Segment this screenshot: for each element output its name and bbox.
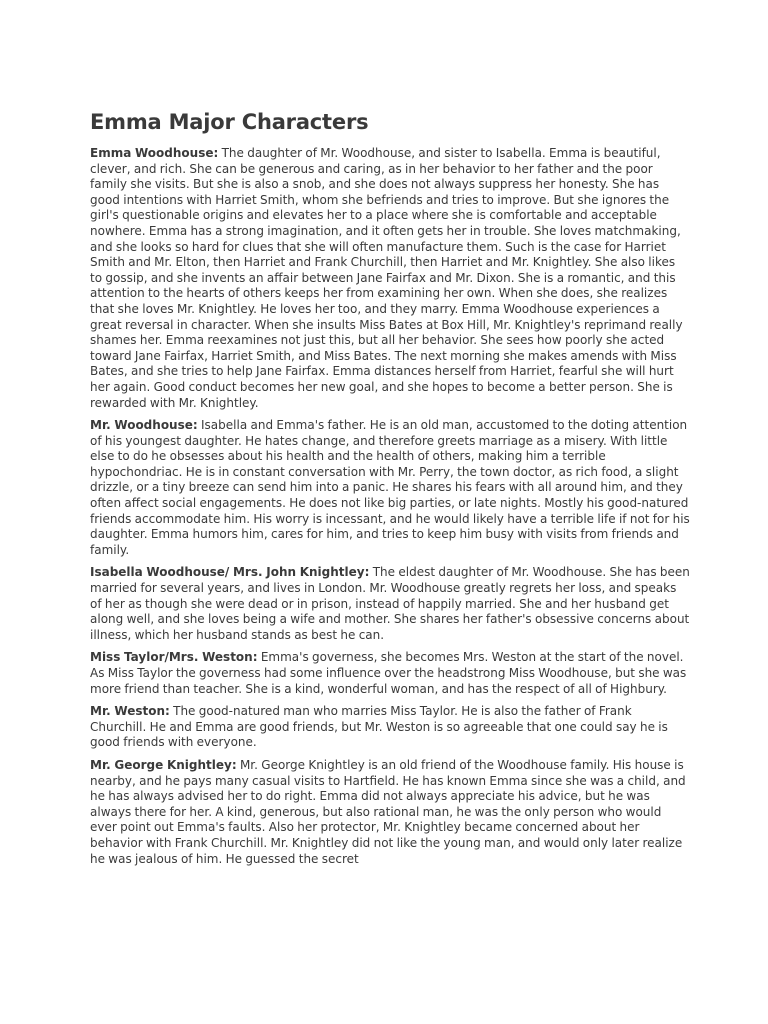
character-name: Mr. Woodhouse: bbox=[90, 418, 198, 433]
document-page bbox=[90, 110, 690, 874]
character-name: Emma Woodhouse: bbox=[90, 146, 219, 160]
character-entry-mr-weston bbox=[90, 704, 690, 751]
character-description: The daughter of Mr. Woodhouse, and sister to Isabella. Emma is beautiful, clever, and rich. She can be generous and caring, as in her behavior to her father and the poor family she visits. But she is also a snob, and she does not always suppress her honesty. She has good intentions with Harriet Smith, whom she befriends and tries to improve. But she ignores the girl's questionable origins and elevates her to a place where she is comfortable and acceptable nowhere. Emma has a strong imagination, and it often gets her in trouble. She loves matchmaking, and she looks so hard for clues that she will often manufacture them. Such is the case for Harriet Smith and Mr. Elton, then Harriet and Frank Churchill, then Harriet and Mr. Knightley. She also likes to gossip, and she invents an affair between Jane Fairfax and Mr. Dixon. She is a romantic, and this attention to the hearts of others keeps her from examining her own. When she does, she realizes that she loves Mr. Knightley. He loves her too, and they marry. Emma Woodhouse experiences a great reversal in character. When she insults Miss Bates at Box Hill, Mr. Knightley's reprimand really shames her. Emma reexamines not just this, but all her behavior. She sees how poorly she acted toward Jane Fairfax, Harriet Smith, and Miss Bates. The next morning she makes amends with Miss Bates, and she tries to help Jane Fairfax. Emma distances herself from Harriet, fearful she will hurt her again. Good conduct becomes her new goal, and she hopes to become a better person. She is rewarded with Mr. Knightley. bbox=[90, 146, 683, 410]
character-entry-emma-woodhouse bbox=[90, 146, 690, 411]
character-name: Mr. Weston: bbox=[90, 704, 170, 719]
character-description: The eldest daughter of Mr. Woodhouse. She has been married for several years, and lives in London. Mr. Woodhouse greatly regrets her loss, and speaks of her as though she were dead or in prison, instead of happily married. She and her husband get along well, and she loves being a wife and mother. She shares her father's obsessive concerns about illness, which her husband stands as best he can. bbox=[90, 565, 690, 642]
character-name: Mr. George Knightley: bbox=[90, 757, 237, 772]
character-description: Emma's governess, she becomes Mrs. Weston at the start of the novel. As Miss Taylor the governess had some influence over the headstrong Miss Woodhouse, but she was more friend than teacher. She is a kind, wonderful woman, and has the respect of all of Highbury. bbox=[90, 650, 687, 696]
character-description: Isabella and Emma's father. He is an old man, accustomed to the doting attention of his youngest daughter. He hates change, and therefore greets marriage as a misery. With little else to do he obsesses about his health and the health of others, making him a terrible hypochondriac. He is in constant conversation with Mr. Perry, the town doctor, as rich food, a slight drizzle, or a tiny breeze can send him into a panic. He shares his fears with all around him, and they often affect social engagements. He does not like big parties, or late nights. Mostly his good-natured friends accommodate him. His worry is incessant, and he would likely have a terrible life if not for his daughter. Emma humors him, cares for him, and tries to keep him busy with visits from friends and family. bbox=[90, 418, 690, 557]
character-entry-mr-george-knightley bbox=[90, 758, 690, 867]
character-name: Miss Taylor/Mrs. Weston: bbox=[90, 650, 258, 665]
character-entry-isabella-woodhouse bbox=[90, 565, 690, 643]
character-entry-mr-woodhouse bbox=[90, 418, 690, 558]
character-name: Isabella Woodhouse/ Mrs. John Knightley: bbox=[90, 565, 370, 580]
document-title: Emma Major Characters bbox=[90, 110, 369, 134]
character-entry-miss-taylor bbox=[90, 650, 690, 697]
character-description: The good-natured man who marries Miss Taylor. He is also the father of Frank Churchill. He and Emma are good friends, but Mr. Weston is so agreeable that one could say he is good friends with everyone. bbox=[90, 704, 668, 750]
character-description: Mr. George Knightley is an old friend of the Woodhouse family. His house is nearby, and he pays many casual visits to Hartfield. He has known Emma since she was a child, and he has always advised her to do right. Emma did not always appreciate his advice, but he was always there for her. A kind, generous, but also rational man, he was the only person who would ever point out Emma's faults. Also her protector, Mr. Knightley became concerned about her behavior with Frank Churchill. Mr. Knightley did not like the young man, and would only later realize he was jealous of him. He guessed the secret bbox=[90, 757, 686, 866]
